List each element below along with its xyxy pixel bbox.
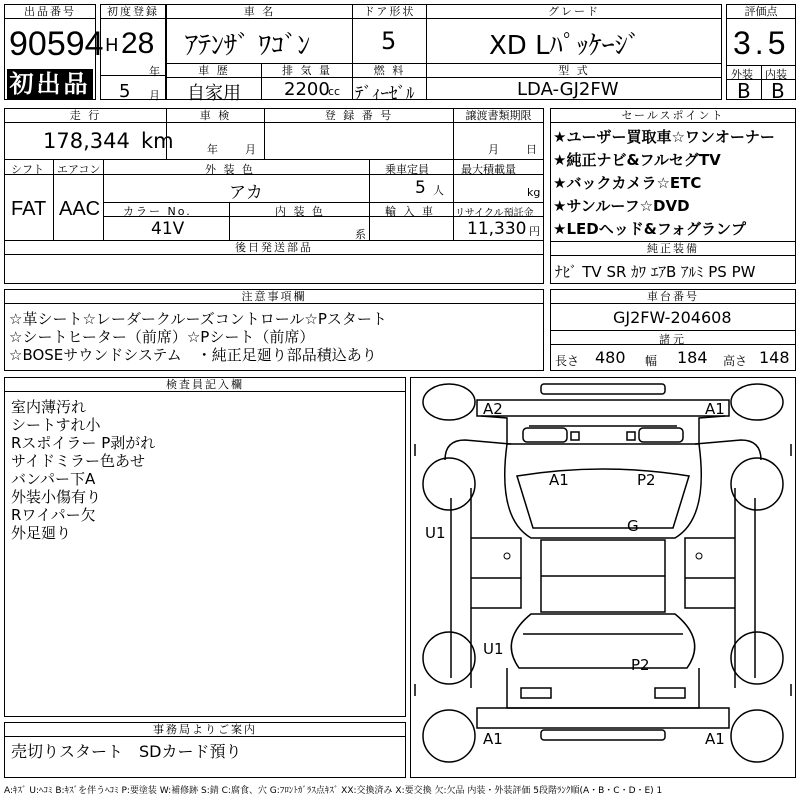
capacity-label: 乗車定員 xyxy=(385,163,429,176)
import-label: 輸 入 車 xyxy=(385,205,435,218)
inspector-line: 外足廻り xyxy=(11,524,72,542)
fuel-label: 燃 料 xyxy=(353,64,426,78)
sales-item: ★サンルーフ☆DVD xyxy=(553,197,690,215)
lot-number: 90594 xyxy=(9,25,104,63)
fuel-box xyxy=(352,63,427,104)
int-grade: B xyxy=(771,79,785,103)
shift-label: シフト xyxy=(11,163,44,176)
notes-label: 注意事項欄 xyxy=(5,290,543,304)
chassis-value: GJ2FW-204608 xyxy=(613,308,732,327)
sales-item: ★純正ナビ&フルセグTV xyxy=(553,151,721,169)
load-label: 最大積載量 xyxy=(461,163,516,176)
disp-box xyxy=(261,63,353,100)
model-name: ｱﾃﾝｻﾞ ﾜｺﾞﾝ xyxy=(185,31,311,61)
capacity-value: 5 xyxy=(415,178,426,198)
history-box xyxy=(166,63,262,104)
model-label: 車 名 xyxy=(167,5,352,19)
ac-value: AAC xyxy=(59,198,101,220)
hgt-value: 148 xyxy=(759,348,790,367)
score-label: 評価点 xyxy=(727,5,795,19)
equip-box xyxy=(550,241,796,284)
grade-value: XD Lﾊﾟｯｹｰｼﾞ xyxy=(489,31,641,61)
transfer-month-unit: 月 xyxy=(488,143,499,156)
int-color-label: 内 装 色 xyxy=(275,205,325,218)
ext-grade: B xyxy=(737,79,751,103)
legend-line: A:ｷｽﾞ U:ﾍｺﾐ B:ｷｽﾞを伴うﾍｺﾐ P:要塗装 W:補修跡 S:錆 C:腐食、穴 G:ﾌﾛﾝﾄｶﾞﾗｽ点ｷｽﾞ XX:交換済み X:要交換 欠:欠品 内装・外装評価 5段階ﾗﾝｸ順(A・B・C・D・E) 1 xyxy=(4,786,663,796)
mileage-unit: km xyxy=(141,129,174,153)
transfer-box xyxy=(453,108,544,160)
month-unit: 月 xyxy=(149,89,160,102)
color-no-value: 41V xyxy=(151,219,185,239)
inspector-line: バンパー下A xyxy=(11,470,96,488)
inspect-month-unit: 月 xyxy=(245,143,256,156)
year-unit: 年 xyxy=(149,65,160,78)
inspect-year-unit: 年 xyxy=(207,143,218,156)
recycle-unit: 円 xyxy=(529,225,540,238)
note-line: ☆BOSEサウンドシステム ・純正足廻り部品積込あり xyxy=(9,346,377,364)
wid-label: 幅 xyxy=(645,354,658,368)
inspector-line: 外装小傷有り xyxy=(11,488,102,506)
first-reg-box xyxy=(100,4,166,100)
note-line: ☆シートヒーター（前席）☆Pシート（前席） xyxy=(9,328,315,346)
reg-year: 28 xyxy=(121,27,155,60)
sales-box xyxy=(550,108,796,242)
load-unit: kg xyxy=(527,186,541,199)
type-label: 型 式 xyxy=(427,64,721,78)
inspect-box xyxy=(166,108,265,160)
int-label: 内装 xyxy=(765,68,787,81)
disp-unit: cc xyxy=(328,85,341,98)
car-outline xyxy=(411,378,795,777)
capacity-unit: 人 xyxy=(433,184,444,197)
note-line: ☆革シート☆レーダークルーズコントロール☆Pスタート xyxy=(9,310,387,328)
damage-mark: A2 xyxy=(483,400,503,418)
reg-no-box xyxy=(264,108,454,160)
equip-value: ﾅﾋﾞ TV SR ｶﾜ ｴｱB ｱﾙﾐ PS PW xyxy=(555,263,756,281)
inspector-line: Rワイパー欠 xyxy=(11,506,96,524)
recycle-value: 11,330 xyxy=(467,219,527,239)
grade-box xyxy=(426,4,722,64)
sales-item: ★LEDヘッド&フォグランプ xyxy=(553,220,747,238)
equip-label: 純正装備 xyxy=(551,242,795,256)
score-value: 3.5 xyxy=(733,25,790,61)
car-diagram xyxy=(410,377,796,778)
reg-month: 5 xyxy=(119,81,131,102)
disp-value: 2200 xyxy=(284,79,330,100)
transfer-label: 譲渡書類期限 xyxy=(454,109,543,123)
lot-label: 出品番号 xyxy=(5,5,95,19)
damage-mark: A1 xyxy=(483,730,503,748)
notes-box xyxy=(4,289,544,371)
color-value: アカ xyxy=(229,183,263,203)
mileage-box xyxy=(4,108,174,160)
inspector-line: シートすれ小 xyxy=(11,416,101,434)
mileage-label: 走 行 xyxy=(5,109,166,123)
damage-mark: G xyxy=(627,517,639,535)
mileage-value: 178,344 xyxy=(43,129,130,153)
type-value: LDA-GJ2FW xyxy=(517,79,619,100)
len-value: 480 xyxy=(595,348,626,367)
sales-item: ★バックカメラ☆ETC xyxy=(553,174,702,192)
fuel-value: ﾃﾞｨｰｾﾞﾙ xyxy=(355,84,415,104)
inspector-line: サイドミラー色あせ xyxy=(11,452,145,470)
first-listing-badge: 初出品 xyxy=(7,69,93,99)
chassis-label: 車台番号 xyxy=(551,290,795,304)
recycle-label: リサイクル預託金 xyxy=(455,208,534,219)
doors-value: 5 xyxy=(381,27,397,55)
inspector-line: Rスポイラー P剥がれ xyxy=(11,434,156,452)
ac-label: エアコン xyxy=(57,163,101,176)
inspect-label: 車 検 xyxy=(167,109,264,123)
model-box xyxy=(166,4,353,64)
inspector-line: 室内薄汚れ xyxy=(11,398,87,416)
damage-mark: P2 xyxy=(631,656,650,674)
lot-box xyxy=(4,4,104,100)
damage-mark: P2 xyxy=(637,471,656,489)
type-box xyxy=(426,63,722,100)
color-no-label: カラー No. xyxy=(123,205,192,218)
len-label: 長さ xyxy=(555,354,580,368)
transfer-day-unit: 日 xyxy=(526,143,537,156)
hgt-label: 高さ xyxy=(723,354,748,368)
shift-value: FAT xyxy=(11,198,47,220)
chassis-box xyxy=(550,289,796,371)
history-value: 自家用 xyxy=(187,83,241,104)
doors-label: ドア形状 xyxy=(353,5,426,19)
doors-box xyxy=(352,4,427,64)
disp-label: 排 気 量 xyxy=(262,64,352,78)
office-box xyxy=(4,722,406,778)
office-note: 売切りスタート SDカード預り xyxy=(11,742,242,761)
sales-label: セールスポイント xyxy=(551,109,795,123)
dims-label: 諸元 xyxy=(659,333,687,346)
spec-box xyxy=(4,159,544,241)
reg-no-label: 登 録 番 号 xyxy=(265,109,453,123)
era: H xyxy=(105,35,119,56)
office-label: 事務局よりご案内 xyxy=(5,723,405,737)
color-label: 外 装 色 xyxy=(205,163,255,176)
score-box xyxy=(726,4,796,103)
later-parts-label: 後日発送部品 xyxy=(5,241,543,255)
damage-mark: A1 xyxy=(549,471,569,489)
sales-item: ★ユーザー買取車☆ワンオーナー xyxy=(553,128,775,146)
later-parts-box xyxy=(4,240,544,284)
inspector-box xyxy=(4,377,406,717)
damage-mark: A1 xyxy=(705,400,725,418)
inspector-label: 検査員記入欄 xyxy=(5,378,405,392)
damage-mark: A1 xyxy=(705,730,725,748)
int-color-unit: 系 xyxy=(355,228,366,241)
damage-mark: U1 xyxy=(425,524,446,542)
first-reg-label: 初度登録 xyxy=(101,5,165,19)
grade-label: グレード xyxy=(427,5,721,19)
ext-label: 外装 xyxy=(731,68,753,81)
history-label: 車 歴 xyxy=(167,64,261,78)
damage-mark: U1 xyxy=(483,640,504,658)
wid-value: 184 xyxy=(677,348,708,367)
